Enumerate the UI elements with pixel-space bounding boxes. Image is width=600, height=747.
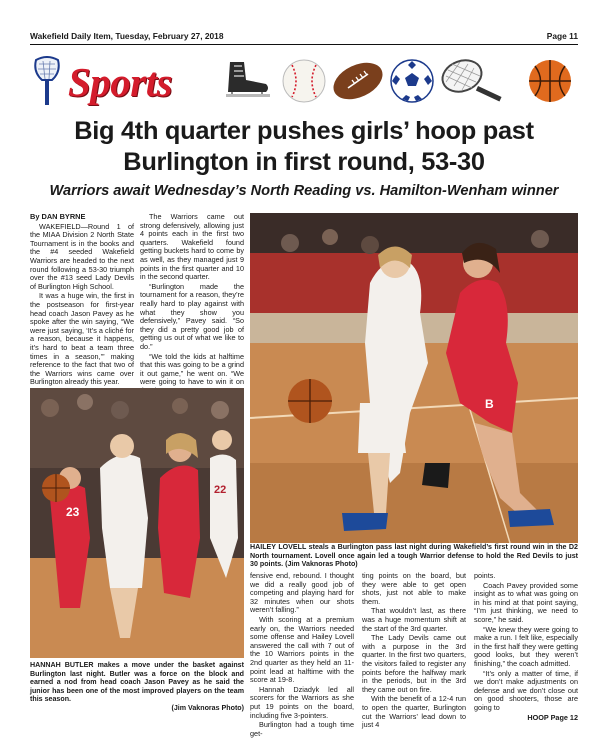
- article-column-1: [30, 213, 134, 388]
- paragraph: Hannah Dziadyk led all scorers for the Warriors as she put 19 points on the board, including five 3-pointers.: [250, 684, 354, 720]
- paragraph: WAKEFIELD—Round 1 of the MIAA Division 2 North State Tournament is in the books and the #4 seeded Wakefield Warriors are headed to the next round following a 53-30 triumph over the #13 seed Lady Devils of Burlington High School.: [30, 221, 134, 291]
- photo-small-caption: [30, 661, 244, 713]
- photo-large-image: [250, 213, 578, 543]
- tennis-racket-icon: [438, 56, 508, 106]
- article-column-5: [474, 572, 578, 722]
- photo-large-caption: [250, 543, 578, 569]
- paragraph: That wouldn’t last, as there was a huge momentum shift at the start of the 3rd quarter.: [362, 606, 466, 633]
- paragraph: The Lady Devils came out with a purpose in the 3rd quarter. In the first two quarters, the visitors failed to register any points before the halfway mark in the periods, but in the 3rd they came out on fire.: [362, 633, 466, 694]
- ice-skate-icon: [222, 58, 272, 102]
- paragraph: Burlington had a tough time get-: [250, 720, 354, 738]
- photo-small-image: [30, 388, 244, 658]
- jersey-number: 23: [66, 505, 80, 519]
- paragraph: Coach Pavey provided some insight as to what was going on in his mind at that point saying, “I’m just thinking, we need to score,” he said.: [474, 580, 578, 624]
- photo-large: [250, 213, 578, 543]
- lacrosse-stick-icon: [30, 56, 64, 106]
- subheadline: Warriors await Wednesday’s North Reading vs. Hamilton-Wenham winner: [49, 183, 559, 199]
- page-number: Page 11: [546, 31, 578, 41]
- byline: By DAN BYRNE: [30, 212, 86, 221]
- paragraph: fensive end, rebound. I thought we did a really good job of competing and playing hard for 32 minutes when our shots weren’t falling.”: [250, 571, 354, 615]
- jump-line: HOOP Page 12: [527, 712, 578, 722]
- page-header: [30, 31, 578, 45]
- paragraph: The Warriors came out strong defensively, allowing just 4 points each in the first two quarters. Wakefield found getting buckets hard to come by as well, as they managed just 9 points in the first quarter and 10 in the second quarter.: [140, 212, 244, 282]
- photo-credit: (Jim Vaknoras Photo): [285, 560, 358, 569]
- paragraph: “We knew they were going to make a run. I felt like, especially in the first half they were getting good looks, but they weren’t finishing,” the coach admitted.: [474, 624, 578, 668]
- article-column-2: [140, 213, 244, 396]
- article-column-4: [362, 572, 466, 731]
- paragraph: “We told the kids at halftime that this was going to be a grind it out game,” he went on. “We were going to have to win it on: [140, 351, 244, 387]
- paper-dateline: Wakefield Daily Item, Tuesday, February 27, 2018: [30, 31, 224, 41]
- caption-text: HAILEY LOVELL steals a Burlington pass last night during Wakefield’s first round win in the D2 North tournament. Lovell once again led a tough Warrior defense to hold the Red Devils to just 30 points.: [250, 543, 578, 569]
- paragraph: “Burlington made the tournament for a reason, they’re really hard to play against with what they show you defensively,” Pavey said. “So they did a pretty good job of getting us out of what we like to do.”: [140, 281, 244, 351]
- paragraph: “It’s only a matter of time, if we don’t make adjustments on defense and we don’t close out on good shooters, those are going to: [474, 668, 578, 712]
- header-rule: [30, 44, 578, 45]
- paragraph: It was a huge win, the first in the postseason for first-year head coach Jason Pavey as he spoke after the win saying, “We were just saying, ‘It’s a cliché for a reason, because it happens, it’s hard to beat a team three times in a season,’” making reference to the fact that two of the Warriors wins came over Burlington already this year.: [30, 291, 134, 387]
- headline: [30, 116, 578, 178]
- article-column-3: [250, 572, 354, 739]
- photo-credit: (Jim Vaknoras Photo): [171, 703, 244, 712]
- caption-text: HANNAH BUTLER makes a move under the basket against Burlington last night. Butler was a force on the block and earned a nod from head coach Jason Pavey as he said the junior has been one of the most improved players on the team this season.: [30, 661, 244, 704]
- headline-line-2: Burlington in first round, 53-30: [123, 148, 485, 176]
- paragraph: With the benefit of a 12-4 run to open the quarter, Burlington cut the Warriors’ lead down to just 4: [362, 694, 466, 730]
- paragraph: With scoring at a premium early on, the Warriors needed some offense and Hailey Lovell answered the call with 7 out of the 10 Warriors points in the 2nd quarter as they held an 11-point lead at halftime with the score at 19-8.: [250, 614, 354, 685]
- paragraph: points.: [474, 571, 496, 580]
- section-title: Sports: [68, 59, 173, 105]
- jersey-number: 22: [214, 484, 227, 496]
- basketball-icon: [526, 58, 574, 104]
- soccer-ball-icon: [388, 57, 436, 105]
- baseball-icon: [280, 57, 328, 105]
- football-icon: [330, 60, 386, 102]
- paragraph: ting points on the board, but they were able to get open shots, just not able to make them.: [362, 571, 466, 606]
- photo-small: [30, 388, 244, 658]
- sports-banner: [30, 56, 578, 106]
- headline-line-1: Big 4th quarter pushes girls’ hoop past: [74, 117, 534, 145]
- jersey-letter: B: [485, 397, 494, 411]
